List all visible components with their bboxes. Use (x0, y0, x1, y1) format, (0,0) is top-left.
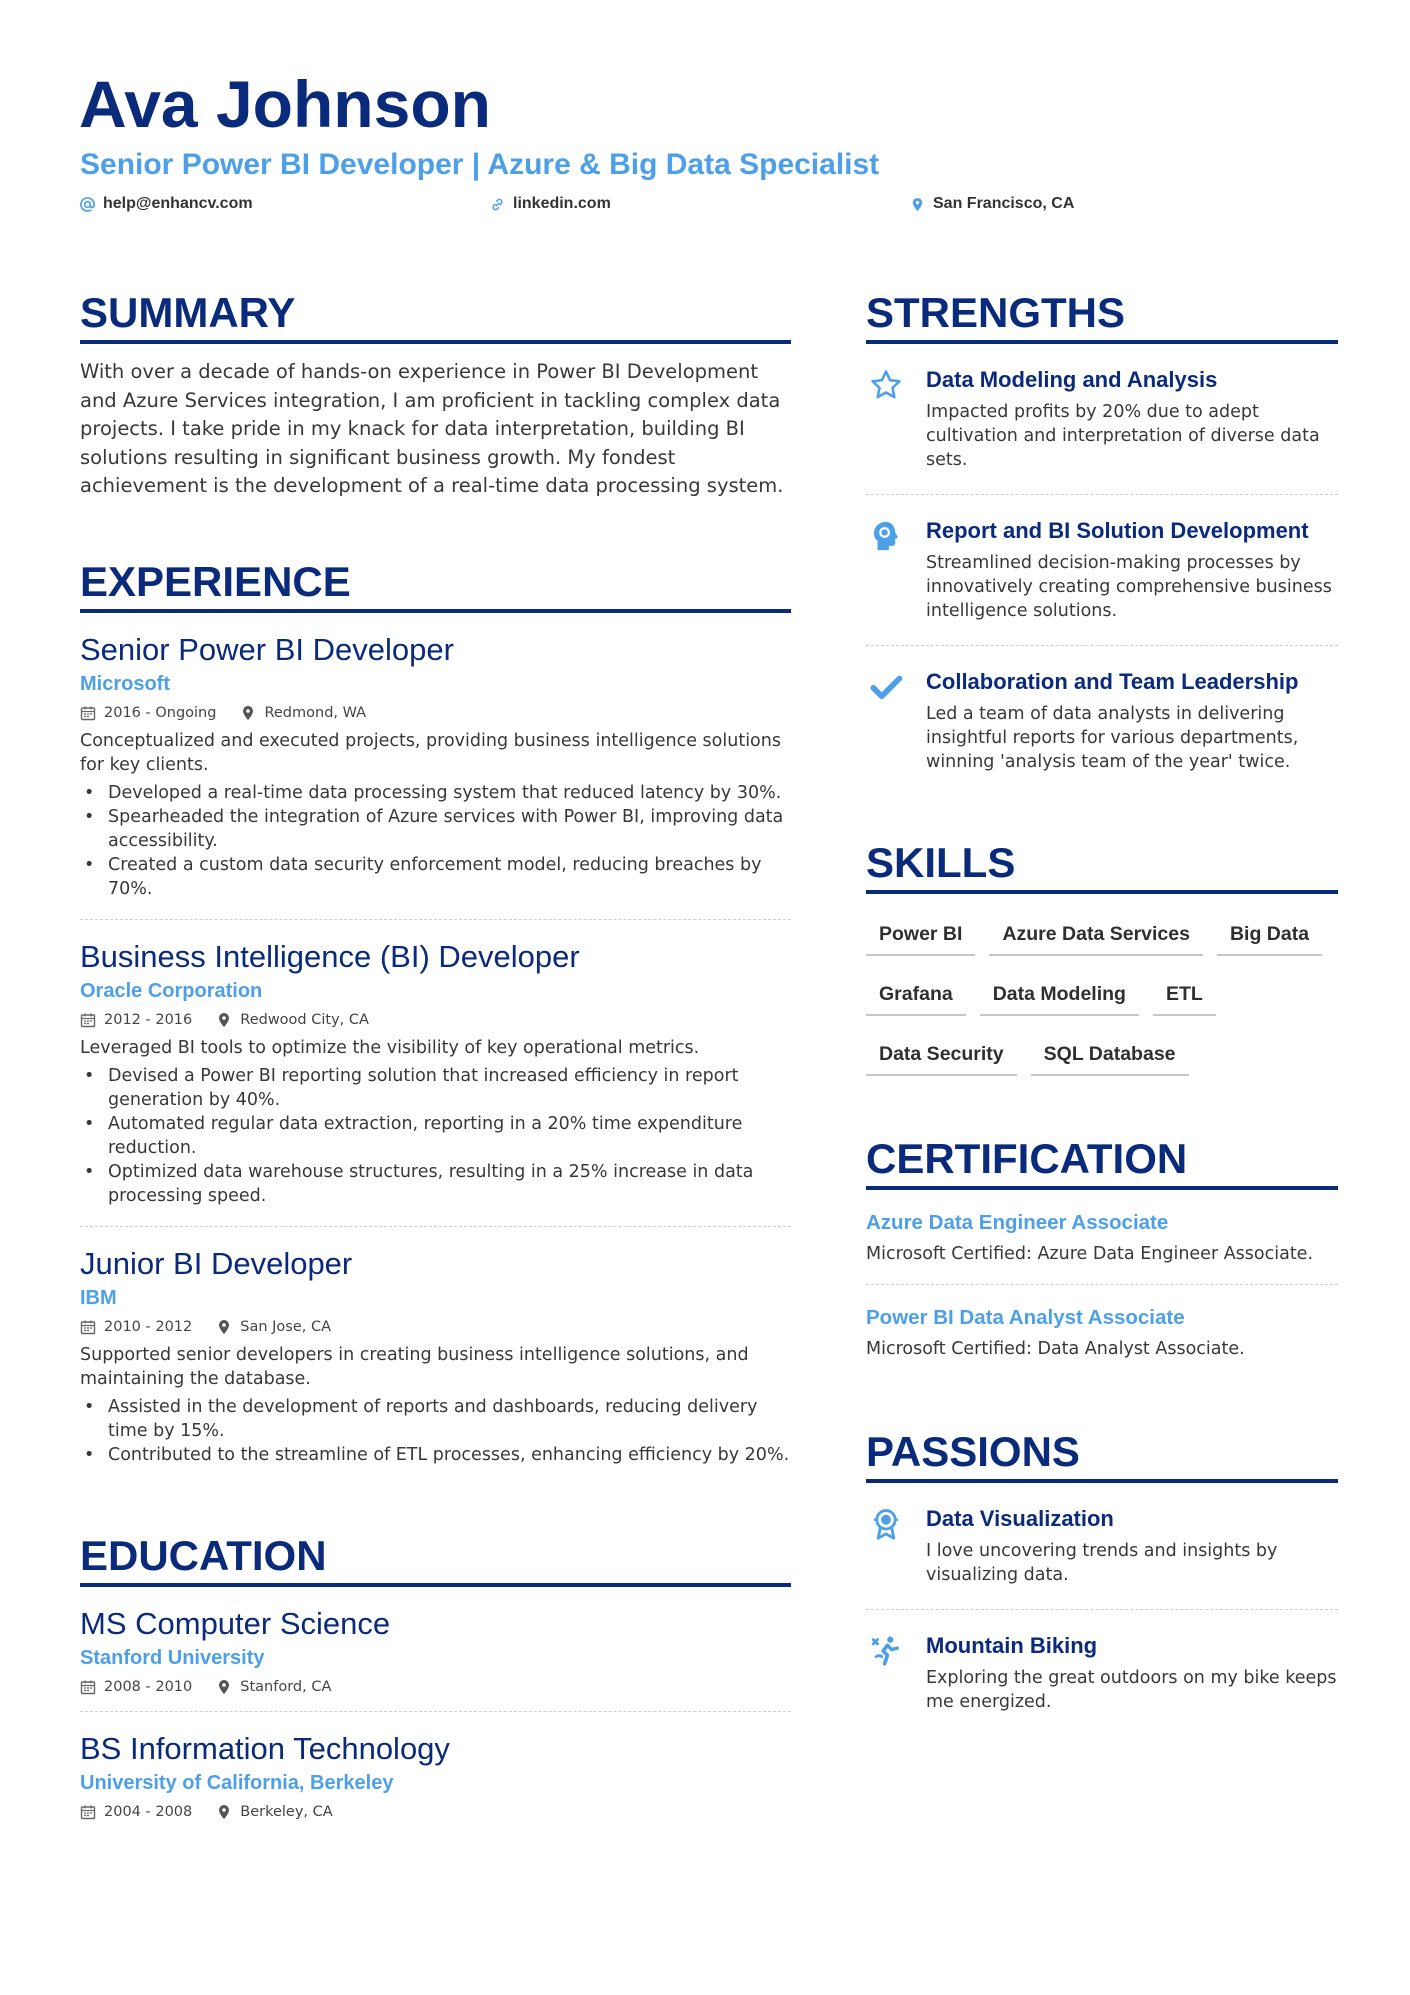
education-entry (80, 1587, 791, 1712)
passion-item (866, 1610, 1338, 1736)
passion-body (926, 1632, 1338, 1714)
summary-text: With over a decade of hands-on experience in Power BI Development and Azure Services integration, I am proficient in tackling complex data projects. I take pride in my knack for data interpretation, building BI solutions resulting in significant business growth. My fondest achievement is the development of a real-time data processing system. (80, 360, 784, 497)
skill-chip: Azure Data Services (989, 916, 1203, 956)
skill-chip: Power BI (866, 916, 975, 956)
job-title: Junior BI Developer (80, 1245, 353, 1281)
calendar-icon (80, 1012, 96, 1028)
left-column (80, 288, 791, 1836)
strength-description: Impacted profits by 20% due to adept cultivation and interpretation of diverse data sets. (926, 402, 1320, 470)
certification-item (866, 1285, 1338, 1379)
strengths-heading: STRENGTHS (866, 288, 1338, 344)
bullet-item: • Assisted in the development of reports and dashboards, reducing delivery time by 15%. (80, 1395, 791, 1443)
strength-description: Streamlined decision-making processes by innovatively creating comprehensive business intelligence solutions. (926, 553, 1332, 621)
school-name: Stanford University (80, 1646, 265, 1669)
head-icon (866, 517, 906, 623)
passions-section (866, 1427, 1338, 1736)
skill-chip: ETL (1153, 976, 1216, 1016)
summary-section (80, 288, 791, 501)
experience-heading: EXPERIENCE (80, 557, 791, 613)
education-dates (80, 1802, 192, 1822)
job-bullets (80, 1395, 791, 1467)
experience-entry (80, 920, 791, 1227)
job-bullets (80, 1064, 791, 1208)
degree-title: BS Information Technology (80, 1730, 450, 1766)
map-pin-icon (910, 197, 925, 212)
job-dates (80, 1010, 192, 1030)
education-dates-text: 2008 - 2010 (104, 1678, 193, 1695)
biking-icon (866, 1632, 906, 1714)
strength-description: Led a team of data analysts in delivering insightful reports for various departments, winning 'analysis team of the year' twice. (926, 704, 1299, 772)
experience-section (80, 557, 791, 1485)
map-pin-icon (216, 1804, 232, 1820)
strength-title: Report and BI Solution Development (926, 518, 1309, 543)
education-meta (80, 1802, 791, 1822)
job-location-text: Redmond, WA (264, 704, 367, 721)
certification-title: Power BI Data Analyst Associate (866, 1306, 1185, 1329)
company-name: IBM (80, 1286, 117, 1309)
skill-chip: Grafana (866, 976, 966, 1016)
education-entry (80, 1712, 791, 1836)
bullet-item: • Developed a real-time data processing system that reduced latency by 30%. (80, 781, 791, 805)
passion-title: Data Visualization (926, 1506, 1114, 1531)
strengths-section (866, 288, 1338, 796)
right-column (866, 288, 1338, 1736)
education-dates-text: 2004 - 2008 (104, 1803, 193, 1820)
education-location-text: Stanford, CA (240, 1678, 332, 1695)
certification-heading: CERTIFICATION (866, 1134, 1338, 1190)
candidate-name: Ava Johnson (79, 67, 491, 141)
linkedin-text: linkedin.com (513, 195, 611, 212)
company-name: Oracle Corporation (80, 979, 263, 1002)
skill-chip: Data Modeling (980, 976, 1139, 1016)
passion-body (926, 1505, 1338, 1587)
job-dates (80, 1317, 192, 1337)
star-icon (866, 366, 906, 472)
education-section (80, 1531, 791, 1836)
award-icon (866, 1505, 906, 1587)
bullet-item: • Automated regular data extraction, reporting in a 20% time expenditure reduction. (80, 1112, 791, 1160)
passions-heading: PASSIONS (866, 1427, 1338, 1483)
calendar-icon (80, 705, 96, 721)
job-dates-text: 2010 - 2012 (104, 1318, 193, 1335)
job-meta (80, 1317, 791, 1337)
strength-item (866, 344, 1338, 495)
school-name: University of California, Berkeley (80, 1771, 394, 1794)
strength-item (866, 646, 1338, 796)
bullet-item: • Spearheaded the integration of Azure services with Power BI, improving data accessibility. (80, 805, 791, 853)
job-description: Conceptualized and executed projects, providing business intelligence solutions for key clients. (80, 730, 781, 775)
job-meta (80, 703, 791, 723)
strength-body (926, 517, 1338, 623)
skills-section (866, 838, 1338, 1076)
job-meta (80, 1010, 791, 1030)
certification-section (866, 1134, 1338, 1379)
map-pin-icon (216, 1319, 232, 1335)
skill-chip: Big Data (1217, 916, 1322, 956)
experience-entry (80, 613, 791, 920)
contact-linkedin[interactable] (490, 193, 611, 215)
map-pin-icon (240, 705, 256, 721)
company-name: Microsoft (80, 672, 170, 695)
strength-body (926, 668, 1338, 774)
job-dates-text: 2012 - 2016 (104, 1011, 193, 1028)
certification-title: Azure Data Engineer Associate (866, 1211, 1169, 1234)
experience-entry (80, 1227, 791, 1485)
checkmark-icon (866, 668, 906, 774)
passion-description: I love uncovering trends and insights by visualizing data. (926, 1541, 1278, 1585)
education-dates (80, 1677, 192, 1697)
passion-description: Exploring the great outdoors on my bike keeps me energized. (926, 1668, 1337, 1712)
passion-item (866, 1483, 1338, 1610)
education-location (216, 1677, 331, 1697)
bullet-item: • Contributed to the streamline of ETL processes, enhancing efficiency by 20%. (80, 1443, 791, 1467)
headline: Senior Power BI Developer | Azure & Big Data Specialist (80, 148, 880, 181)
link-icon (490, 197, 505, 212)
job-description: Leveraged BI tools to optimize the visibility of key operational metrics. (80, 1037, 700, 1058)
education-heading: EDUCATION (80, 1531, 791, 1587)
job-location-text: Redwood City, CA (240, 1011, 369, 1028)
location-text: San Francisco, CA (933, 195, 1075, 212)
bullet-item: • Devised a Power BI reporting solution that increased efficiency in report generation by 40%. (80, 1064, 791, 1112)
map-pin-icon (216, 1012, 232, 1028)
bullet-item: • Created a custom data security enforcement model, reducing breaches by 70%. (80, 853, 791, 901)
calendar-icon (80, 1319, 96, 1335)
job-description: Supported senior developers in creating business intelligence solutions, and maintaining the database. (80, 1344, 749, 1389)
education-location (216, 1802, 332, 1822)
job-title: Business Intelligence (BI) Developer (80, 938, 580, 974)
certification-item (866, 1190, 1338, 1285)
job-location (216, 1317, 331, 1337)
job-bullets (80, 781, 791, 901)
certification-description: Microsoft Certified: Data Analyst Associate. (866, 1339, 1245, 1359)
job-location (240, 703, 366, 723)
calendar-icon (80, 1804, 96, 1820)
at-sign-icon (80, 197, 95, 212)
strength-title: Data Modeling and Analysis (926, 367, 1218, 392)
job-location (216, 1010, 369, 1030)
education-meta (80, 1677, 791, 1697)
passion-title: Mountain Biking (926, 1633, 1098, 1658)
summary-heading: SUMMARY (80, 288, 791, 344)
bullet-item: • Optimized data warehouse structures, resulting in a 25% increase in data processing speed. (80, 1160, 791, 1208)
job-location-text: San Jose, CA (240, 1318, 332, 1335)
job-dates (80, 703, 216, 723)
email-text: help@enhancv.com (103, 195, 253, 212)
degree-title: MS Computer Science (80, 1605, 391, 1641)
contact-location (910, 193, 1074, 215)
map-pin-icon (216, 1679, 232, 1695)
strength-body (926, 366, 1338, 472)
job-dates-text: 2016 - Ongoing (104, 704, 217, 721)
contact-email[interactable] (80, 193, 253, 215)
skill-chip: SQL Database (1031, 1036, 1189, 1076)
skill-chip: Data Security (866, 1036, 1017, 1076)
certification-description: Microsoft Certified: Azure Data Engineer Associate. (866, 1244, 1314, 1264)
education-location-text: Berkeley, CA (240, 1803, 333, 1820)
skills-heading: SKILLS (866, 838, 1338, 894)
strength-title: Collaboration and Team Leadership (926, 669, 1299, 694)
job-title: Senior Power BI Developer (80, 631, 454, 667)
strength-item (866, 495, 1338, 646)
calendar-icon (80, 1679, 96, 1695)
skills-list (866, 894, 1338, 1076)
